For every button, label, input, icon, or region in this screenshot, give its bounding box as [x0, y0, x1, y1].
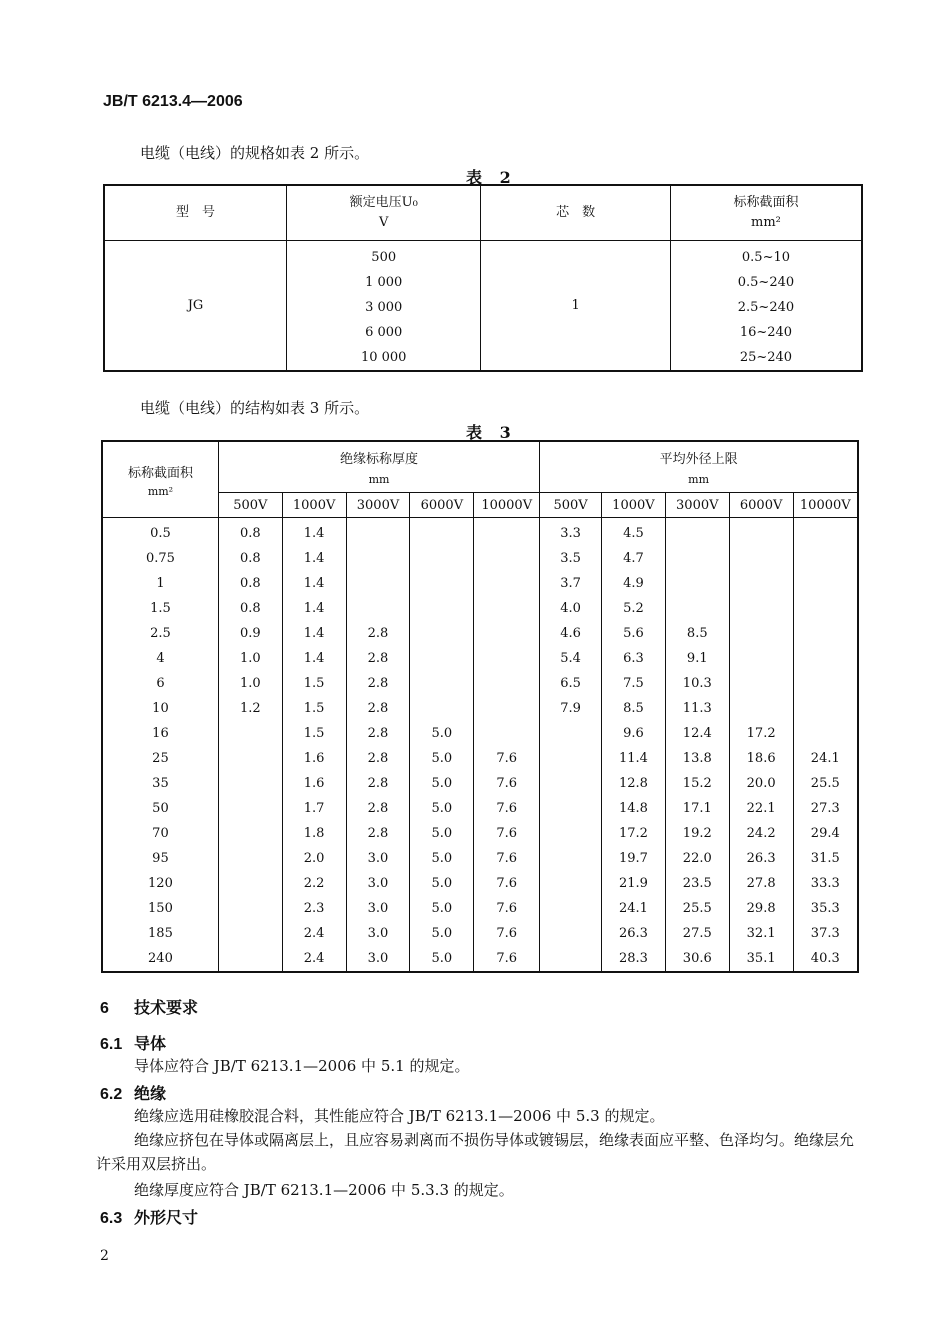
table3-diameter-cell: 27.5: [665, 921, 729, 946]
table3-insulation-cell: 1.6: [282, 771, 346, 796]
table3-header-diameter: [540, 441, 858, 493]
table3-insulation-cell: 2.8: [346, 771, 410, 796]
table3-diameter-cell: 30.6: [665, 946, 729, 972]
table2-voltage-cell: 1 000: [286, 270, 480, 295]
table3-diameter-cell: 27.8: [729, 871, 793, 896]
table3-insulation-cell: 5.0: [410, 721, 474, 746]
table3-diameter-cell: 7.9: [540, 696, 602, 721]
table3-diameter-cell: [729, 621, 793, 646]
table3-diameter-cell: 27.3: [793, 796, 858, 821]
table3-diameter-cell: 4.7: [601, 546, 665, 571]
table3-insulation-cell: 2.8: [346, 796, 410, 821]
table3-area-cell: 1: [102, 571, 218, 596]
table3-diameter-cell: 9.6: [601, 721, 665, 746]
section-6-3-heading: [100, 1205, 198, 1228]
table3-diameter-cell: [793, 671, 858, 696]
table3-header-area-unit: mm²: [147, 484, 174, 498]
table3-insulation-cell: 5.0: [410, 771, 474, 796]
table3-insulation-cell: [346, 546, 410, 571]
table3-header-area: [102, 441, 218, 518]
table2-type-value: JG: [104, 241, 286, 372]
table2-header-type: 型 号: [104, 185, 286, 241]
table3-insulation-cell: 5.0: [410, 871, 474, 896]
table3-insulation-cell: 2.8: [346, 821, 410, 846]
table3-insulation-cell: [474, 596, 540, 621]
table3-diameter-cell: 20.0: [729, 771, 793, 796]
table3-diameter-cell: [665, 518, 729, 547]
table3-diameter-cell: [540, 721, 602, 746]
table3-insulation-cell: 7.6: [474, 746, 540, 771]
table3-diameter-cell: 26.3: [601, 921, 665, 946]
table3-insulation-cell: 1.4: [282, 571, 346, 596]
table3-diameter-cell: 15.2: [665, 771, 729, 796]
table3-diameter-cell: [540, 896, 602, 921]
table3-insulation-cell: 1.4: [282, 646, 346, 671]
table3-diameter-cell: 4.9: [601, 571, 665, 596]
table3-row: [102, 746, 858, 771]
table3-diameter-cell: 9.1: [665, 646, 729, 671]
table3-diameter-cell: 24.1: [601, 896, 665, 921]
table3-insulation-cell: 3.0: [346, 846, 410, 871]
table3-insulation-cell: [410, 571, 474, 596]
table3-insulation-cell: [410, 646, 474, 671]
table3-insulation-cell: [218, 921, 282, 946]
table3-insulation-cell: 7.6: [474, 771, 540, 796]
table3-diameter-cell: [540, 921, 602, 946]
table3-row: [102, 871, 858, 896]
table3-diameter-cell: 12.8: [601, 771, 665, 796]
table3-header-insulation-label: 绝缘标称厚度: [340, 452, 419, 467]
table3-diameter-cell: [540, 871, 602, 896]
table3-diameter-cell: 22.1: [729, 796, 793, 821]
table3-area-cell: 0.75: [102, 546, 218, 571]
table3-diameter-cell: [793, 696, 858, 721]
table3-insulation-cell: 1.5: [282, 696, 346, 721]
table3-diameter-cell: 23.5: [665, 871, 729, 896]
table3-diameter-cell: 25.5: [665, 896, 729, 921]
table2-header-area-unit: mm²: [751, 215, 781, 230]
table3-diameter-cell: 5.4: [540, 646, 602, 671]
table3-insulation-cell: 5.0: [410, 896, 474, 921]
table3-diameter-cell: [540, 771, 602, 796]
table3-diameter-cell: [793, 596, 858, 621]
table3-insulation-cell: 1.0: [218, 646, 282, 671]
table3-diameter-cell: [729, 518, 793, 547]
table3-diameter-cell: [665, 571, 729, 596]
table3-diameter-cell: 24.2: [729, 821, 793, 846]
table3-diameter-cell: 24.1: [793, 746, 858, 771]
table3-diameter-cell: [665, 596, 729, 621]
table3-insulation-cell: 2.3: [282, 896, 346, 921]
table3-diameter-cell: [540, 846, 602, 871]
table3-row: [102, 596, 858, 621]
table3-area-cell: 25: [102, 746, 218, 771]
section-6-3-title: 外形尺寸: [134, 1210, 199, 1227]
table3-insulation-cell: [474, 646, 540, 671]
table2-header-voltage-label: 额定电压U₀: [349, 195, 418, 210]
section-6-number: 6: [100, 1000, 109, 1017]
table2-area-cell: 25~240: [670, 345, 862, 371]
section-6-2-number: 6.2: [100, 1086, 123, 1103]
table3-insulation-cell: [410, 596, 474, 621]
table3-diameter-cell: 4.6: [540, 621, 602, 646]
table3-diameter-cell: 21.9: [601, 871, 665, 896]
table3-row: [102, 946, 858, 972]
table3-voltage-diameter: 10000V: [793, 493, 858, 518]
table3-diameter-cell: 6.5: [540, 671, 602, 696]
table2-header-area-label: 标称截面积: [733, 195, 799, 210]
table-3: [101, 440, 859, 973]
table3-intro: 电缆（电线）的结构如表 3 所示。: [140, 399, 370, 417]
table3-insulation-cell: [410, 546, 474, 571]
table3-row: [102, 846, 858, 871]
table3-area-cell: 185: [102, 921, 218, 946]
table3-diameter-cell: 8.5: [601, 696, 665, 721]
table3-insulation-cell: 7.6: [474, 896, 540, 921]
table3-insulation-cell: 2.8: [346, 621, 410, 646]
table3-diameter-cell: 6.3: [601, 646, 665, 671]
table3-diameter-cell: 3.7: [540, 571, 602, 596]
table3-insulation-cell: [346, 571, 410, 596]
table3-insulation-cell: [218, 846, 282, 871]
table3-diameter-cell: [540, 946, 602, 972]
table3-area-cell: 4: [102, 646, 218, 671]
table3-diameter-cell: [793, 546, 858, 571]
table3-insulation-cell: 1.4: [282, 596, 346, 621]
table3-insulation-cell: 7.6: [474, 871, 540, 896]
table3-insulation-cell: [474, 621, 540, 646]
table3-insulation-cell: 2.8: [346, 696, 410, 721]
page-number: 2: [100, 1248, 109, 1264]
document-code: JB/T 6213.4—2006: [103, 93, 243, 110]
table3-diameter-cell: [540, 821, 602, 846]
table3-insulation-cell: [410, 671, 474, 696]
table3-area-cell: 95: [102, 846, 218, 871]
table3-row: [102, 721, 858, 746]
table3-insulation-cell: [474, 671, 540, 696]
section-6-2-heading: [100, 1081, 166, 1104]
table3-diameter-cell: 26.3: [729, 846, 793, 871]
table3-insulation-cell: 1.4: [282, 546, 346, 571]
table3-insulation-cell: 1.6: [282, 746, 346, 771]
table2-area-cell: 2.5~240: [670, 295, 862, 320]
table3-diameter-cell: 11.3: [665, 696, 729, 721]
table3-insulation-cell: 2.4: [282, 921, 346, 946]
table3-diameter-cell: 4.0: [540, 596, 602, 621]
table3-insulation-cell: 1.2: [218, 696, 282, 721]
table3-diameter-cell: [793, 571, 858, 596]
table3-diameter-cell: 33.3: [793, 871, 858, 896]
table3-diameter-cell: 18.6: [729, 746, 793, 771]
table3-area-cell: 70: [102, 821, 218, 846]
table3-diameter-cell: 40.3: [793, 946, 858, 972]
table3-insulation-cell: 2.8: [346, 746, 410, 771]
table3-diameter-cell: 35.3: [793, 896, 858, 921]
table3-insulation-cell: [346, 596, 410, 621]
table2-voltage-cell: 3 000: [286, 295, 480, 320]
table3-area-cell: 6: [102, 671, 218, 696]
table3-body: [102, 518, 858, 973]
table3-insulation-cell: 2.0: [282, 846, 346, 871]
table3-diameter-cell: 7.5: [601, 671, 665, 696]
table2-header-area: [670, 185, 862, 241]
table3-diameter-cell: 29.8: [729, 896, 793, 921]
table3-insulation-cell: 7.6: [474, 796, 540, 821]
table3-area-cell: 240: [102, 946, 218, 972]
table3-diameter-cell: 5.6: [601, 621, 665, 646]
table3-insulation-cell: 2.4: [282, 946, 346, 972]
table3-diameter-cell: 10.3: [665, 671, 729, 696]
table3-header-diameter-label: 平均外径上限: [659, 452, 738, 467]
table3-diameter-cell: 37.3: [793, 921, 858, 946]
table3-insulation-cell: 7.6: [474, 846, 540, 871]
table3-insulation-cell: [346, 518, 410, 547]
table3-diameter-cell: [793, 518, 858, 547]
table3-voltage-diameter: 6000V: [729, 493, 793, 518]
table3-insulation-cell: [218, 746, 282, 771]
table3-insulation-cell: 0.8: [218, 571, 282, 596]
table3-diameter-cell: 17.1: [665, 796, 729, 821]
table3-voltage-insulation: 500V: [218, 493, 282, 518]
table3-row: [102, 796, 858, 821]
table3-area-cell: 150: [102, 896, 218, 921]
table3-diameter-cell: 14.8: [601, 796, 665, 821]
table3-row: [102, 621, 858, 646]
table2-area-cell: 0.5~240: [670, 270, 862, 295]
table3-insulation-cell: 5.0: [410, 821, 474, 846]
table3-diameter-cell: [729, 596, 793, 621]
table3-row: [102, 546, 858, 571]
table3-insulation-cell: 1.7: [282, 796, 346, 821]
table3-insulation-cell: 0.8: [218, 596, 282, 621]
table3-insulation-cell: 1.4: [282, 518, 346, 547]
table3-insulation-cell: 2.8: [346, 671, 410, 696]
table3-diameter-cell: 12.4: [665, 721, 729, 746]
table3-header-area-label: 标称截面积: [127, 465, 193, 481]
table3-caption: 表 3: [466, 423, 517, 442]
table3-diameter-cell: [665, 546, 729, 571]
table3-diameter-cell: 32.1: [729, 921, 793, 946]
table3-diameter-cell: [793, 621, 858, 646]
table3-diameter-cell: 19.2: [665, 821, 729, 846]
table3-diameter-cell: [729, 546, 793, 571]
table3-insulation-cell: 1.5: [282, 721, 346, 746]
section-6-3-number: 6.3: [100, 1210, 123, 1227]
table3-insulation-cell: 5.0: [410, 921, 474, 946]
table3-insulation-cell: 0.8: [218, 518, 282, 547]
table3-voltage-diameter: 3000V: [665, 493, 729, 518]
table3-insulation-cell: [218, 871, 282, 896]
table3-row: [102, 921, 858, 946]
table3-insulation-cell: 7.6: [474, 921, 540, 946]
table3-diameter-cell: 8.5: [665, 621, 729, 646]
table2-cores-value: 1: [481, 241, 670, 372]
table3-insulation-cell: 1.5: [282, 671, 346, 696]
table3-insulation-cell: 1.4: [282, 621, 346, 646]
table3-diameter-cell: [729, 646, 793, 671]
table3-diameter-cell: 19.7: [601, 846, 665, 871]
table3-diameter-cell: [540, 746, 602, 771]
table3-insulation-cell: [410, 696, 474, 721]
table3-insulation-cell: [218, 721, 282, 746]
table3-diameter-cell: [729, 696, 793, 721]
section-6-2-text-2: 绝缘应挤包在导体或隔离层上，且应容易剥离而不损伤导体或镀锡层，绝缘表面应平整、色泽均匀。绝缘层允许采用双层挤出。: [96, 1131, 855, 1173]
table3-row: [102, 771, 858, 796]
table3-insulation-cell: 7.6: [474, 821, 540, 846]
table3-insulation-cell: [474, 696, 540, 721]
section-6-1-text: 导体应符合 JB/T 6213.1—2006 中 5.1 的规定。: [134, 1057, 470, 1075]
table3-insulation-cell: [474, 546, 540, 571]
table3-diameter-cell: 5.2: [601, 596, 665, 621]
table3-diameter-cell: [729, 571, 793, 596]
table3-insulation-cell: [218, 896, 282, 921]
table3-diameter-cell: 35.1: [729, 946, 793, 972]
section-6-heading: [100, 995, 198, 1018]
table2-area-cell: 0.5~10: [670, 241, 862, 271]
table3-diameter-cell: 17.2: [729, 721, 793, 746]
table3-voltage-insulation: 1000V: [282, 493, 346, 518]
section-6-1-number: 6.1: [100, 1036, 123, 1053]
table3-diameter-cell: [793, 646, 858, 671]
table3-row: [102, 821, 858, 846]
table3-diameter-cell: [729, 671, 793, 696]
table-2: [103, 184, 863, 372]
table3-insulation-cell: [218, 946, 282, 972]
table3-insulation-cell: 5.0: [410, 946, 474, 972]
table2-header-voltage: [286, 185, 480, 241]
table3-insulation-cell: [474, 571, 540, 596]
section-6-1-heading: [100, 1031, 166, 1054]
table3-voltage-insulation: 6000V: [410, 493, 474, 518]
table3-diameter-cell: 11.4: [601, 746, 665, 771]
table3-row: [102, 518, 858, 547]
table2-caption: 表 2: [466, 168, 517, 187]
table3-row: [102, 896, 858, 921]
table3-insulation-cell: 5.0: [410, 796, 474, 821]
table3-voltage-insulation: 10000V: [474, 493, 540, 518]
table3-voltage-diameter: 500V: [540, 493, 602, 518]
table3-area-cell: 10: [102, 696, 218, 721]
table3-insulation-cell: 5.0: [410, 846, 474, 871]
table3-insulation-cell: [474, 721, 540, 746]
table3-diameter-cell: 3.5: [540, 546, 602, 571]
table3-area-cell: 0.5: [102, 518, 218, 547]
table3-diameter-cell: 4.5: [601, 518, 665, 547]
table2-header-cores: 芯 数: [481, 185, 670, 241]
table3-insulation-cell: 1.8: [282, 821, 346, 846]
table3-area-cell: 2.5: [102, 621, 218, 646]
table3-voltage-diameter: 1000V: [601, 493, 665, 518]
table3-insulation-cell: 5.0: [410, 746, 474, 771]
table3-diameter-cell: 25.5: [793, 771, 858, 796]
table3-diameter-cell: 22.0: [665, 846, 729, 871]
section-6-2-title: 绝缘: [134, 1086, 167, 1103]
table3-insulation-cell: 7.6: [474, 946, 540, 972]
table3-row: [102, 696, 858, 721]
table3-insulation-cell: [218, 796, 282, 821]
table3-insulation-cell: 2.8: [346, 646, 410, 671]
table3-diameter-cell: 31.5: [793, 846, 858, 871]
table3-row: [102, 646, 858, 671]
table3-header-insulation-unit: mm: [368, 473, 390, 486]
table3-diameter-cell: 3.3: [540, 518, 602, 547]
table3-header-insulation: [218, 441, 539, 493]
table3-area-cell: 120: [102, 871, 218, 896]
table3-insulation-cell: 3.0: [346, 921, 410, 946]
table3-insulation-cell: 3.0: [346, 896, 410, 921]
table3-area-cell: 50: [102, 796, 218, 821]
section-6-2-text-3: 绝缘厚度应符合 JB/T 6213.1—2006 中 5.3.3 的规定。: [134, 1181, 514, 1199]
table2-voltage-cell: 6 000: [286, 320, 480, 345]
table3-area-cell: 16: [102, 721, 218, 746]
table3-insulation-cell: [218, 771, 282, 796]
table3-diameter-cell: [793, 721, 858, 746]
table3-insulation-cell: 1.0: [218, 671, 282, 696]
table3-area-cell: 1.5: [102, 596, 218, 621]
table2-header-voltage-unit: V: [379, 215, 389, 230]
table3-insulation-cell: [474, 518, 540, 547]
table3-insulation-cell: 0.8: [218, 546, 282, 571]
table3-diameter-cell: 17.2: [601, 821, 665, 846]
table3-row: [102, 571, 858, 596]
table3-diameter-cell: 13.8: [665, 746, 729, 771]
table2-voltage-cell: 10 000: [286, 345, 480, 371]
table3-diameter-cell: 28.3: [601, 946, 665, 972]
section-6-2-text-1: 绝缘应选用硅橡胶混合料，其性能应符合 JB/T 6213.1—2006 中 5.3 的规定。: [134, 1107, 665, 1125]
table3-row: [102, 671, 858, 696]
table3-insulation-cell: [218, 821, 282, 846]
table3-insulation-cell: 2.2: [282, 871, 346, 896]
table2-intro: 电缆（电线）的规格如表 2 所示。: [140, 144, 370, 162]
table2-voltage-cell: 500: [286, 241, 480, 271]
table3-voltage-insulation: 3000V: [346, 493, 410, 518]
table3-insulation-cell: 3.0: [346, 946, 410, 972]
table3-area-cell: 35: [102, 771, 218, 796]
section-6-1-title: 导体: [134, 1036, 167, 1053]
section-6-title: 技术要求: [134, 1000, 199, 1017]
table3-header-diameter-unit: mm: [688, 473, 710, 486]
table3-insulation-cell: [410, 621, 474, 646]
table3-insulation-cell: 0.9: [218, 621, 282, 646]
table2-area-cell: 16~240: [670, 320, 862, 345]
table3-insulation-cell: 3.0: [346, 871, 410, 896]
table3-insulation-cell: 2.8: [346, 721, 410, 746]
table3-diameter-cell: 29.4: [793, 821, 858, 846]
table3-insulation-cell: [410, 518, 474, 547]
table3-diameter-cell: [540, 796, 602, 821]
